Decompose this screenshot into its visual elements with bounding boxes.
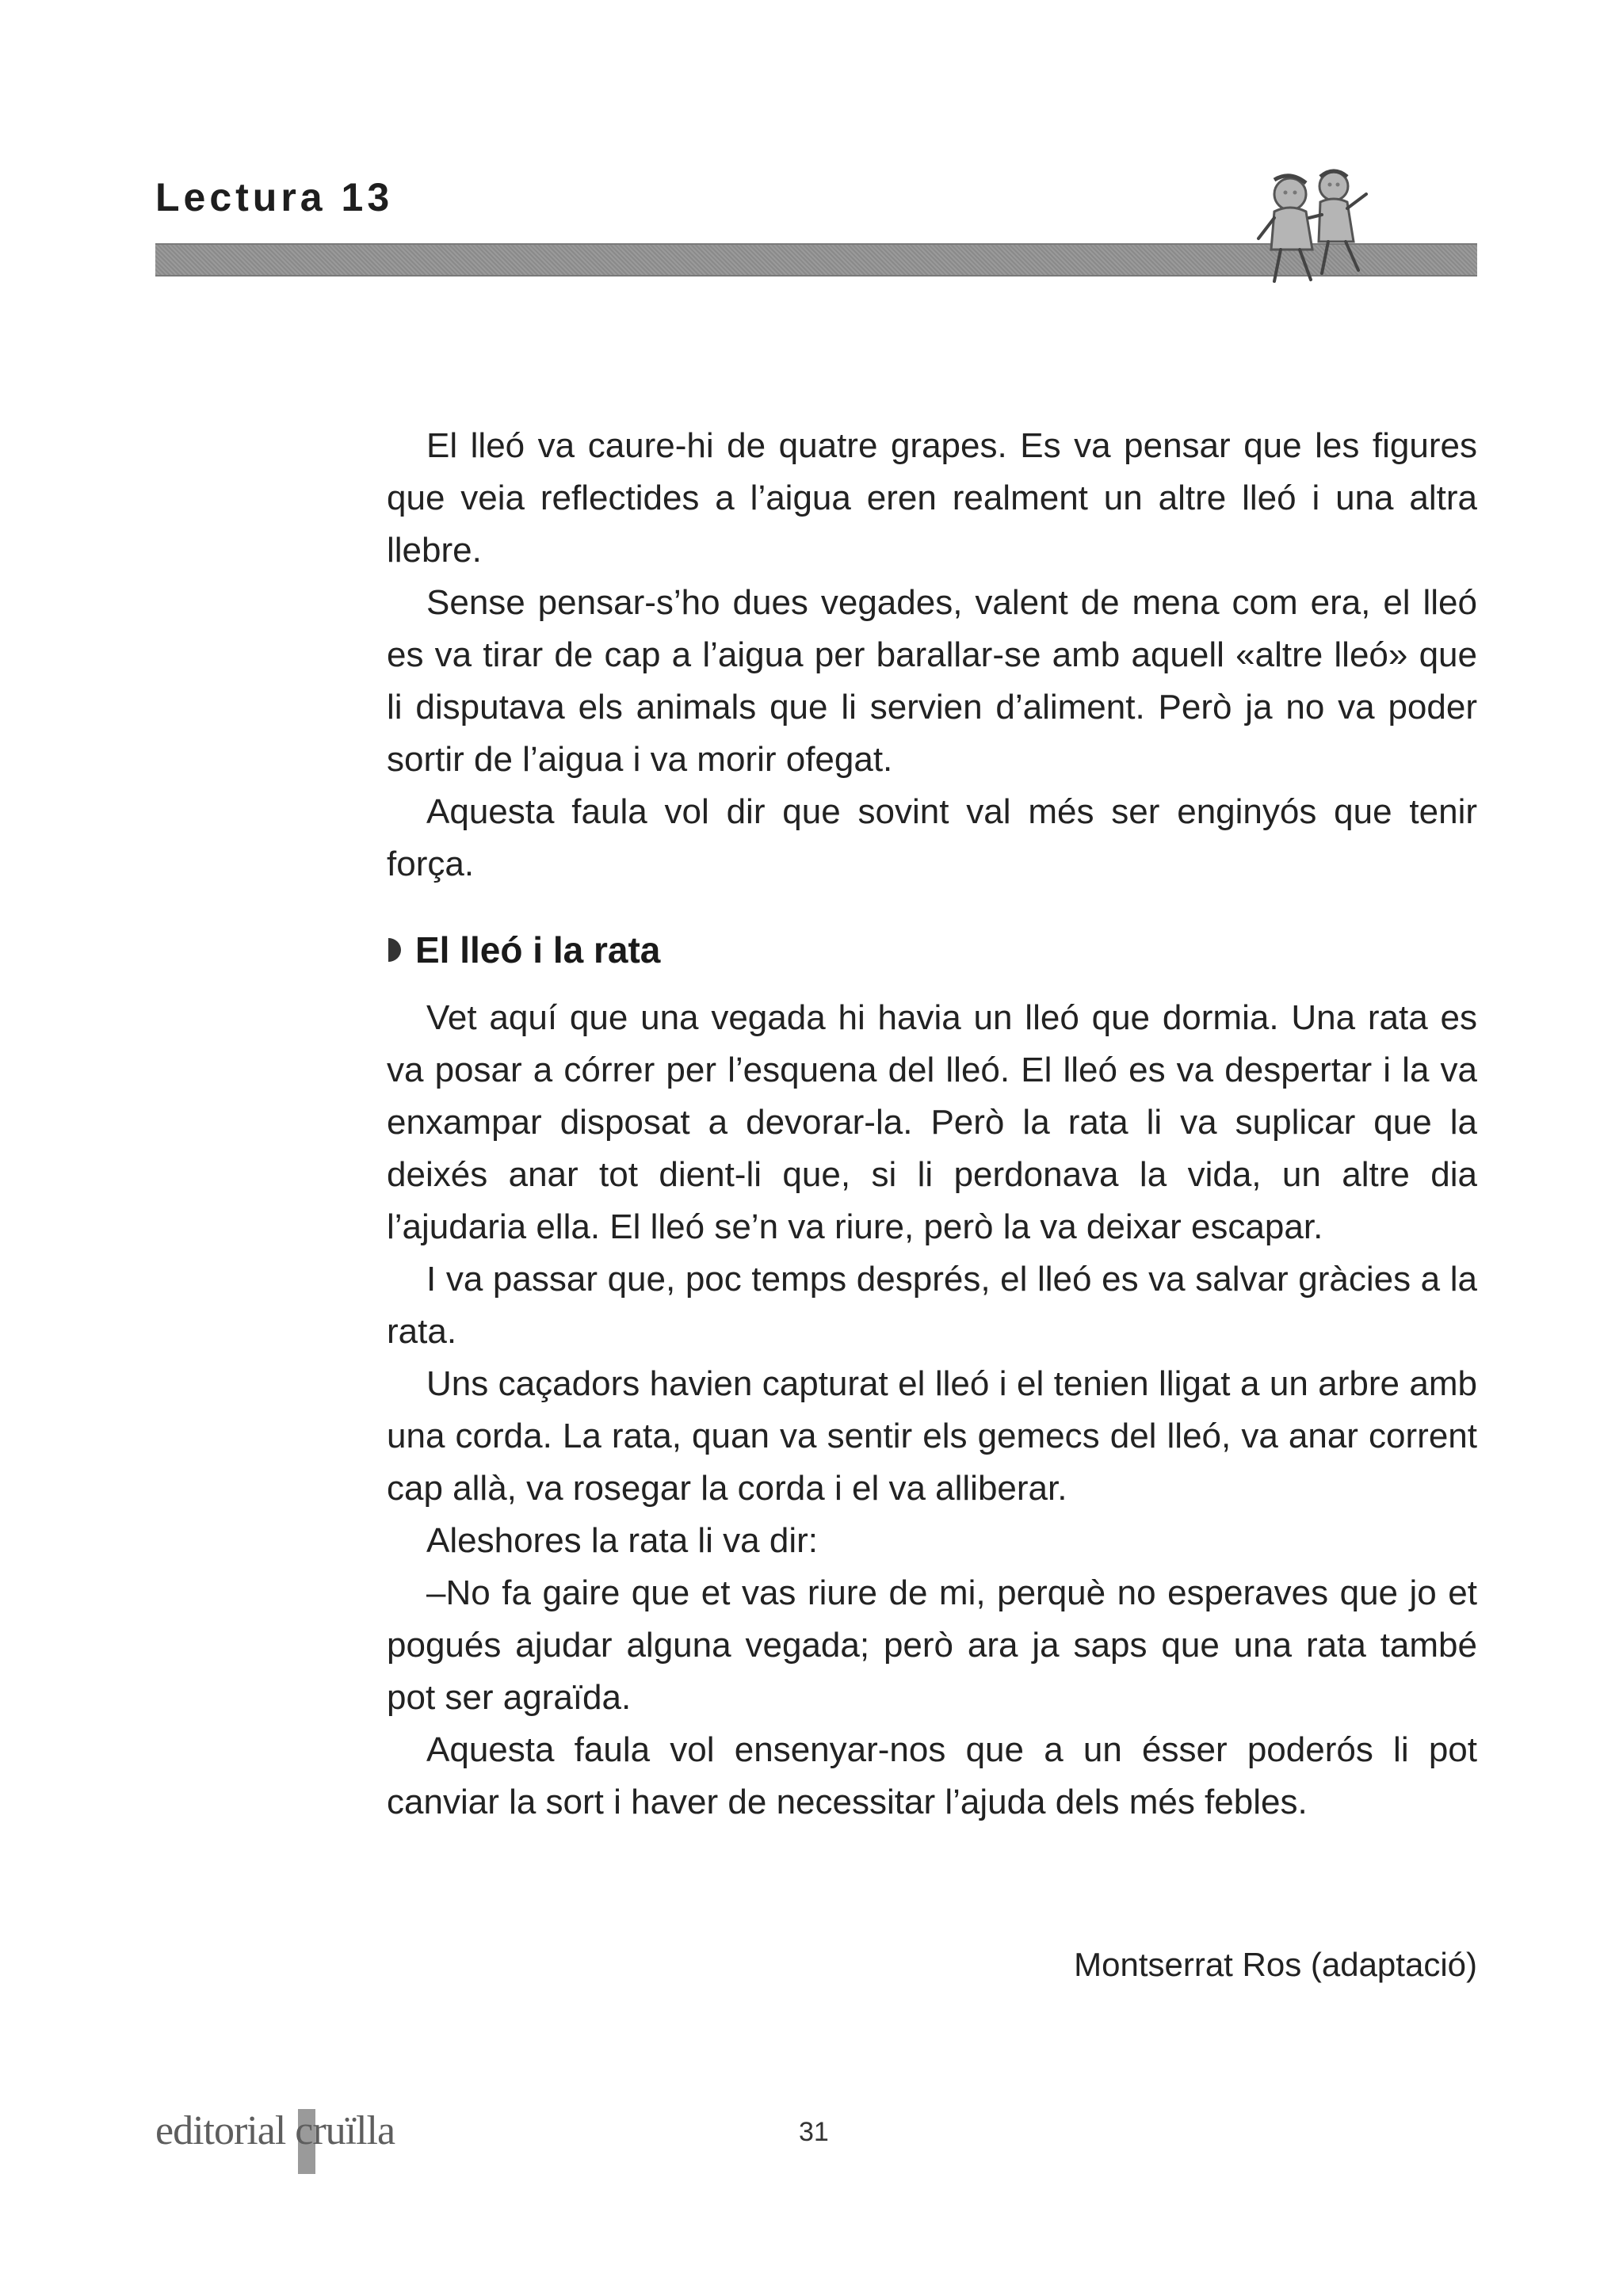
paragraph: –No fa gaire que et vas riure de mi, perquè no esperaves que jo et pogués ajudar alguna vegada; però ara ja saps que una rata també pot ser agraïda. — [387, 1573, 1477, 1717]
paragraph: I va passar que, poc temps després, el lleó es va salvar gràcies a la rata. — [387, 1260, 1477, 1351]
page-title: Lectura 13 — [155, 175, 394, 219]
paragraph: Uns caçadors havien capturat el lleó i el tenien lligat a un arbre amb una corda. La rata, quan va sentir els gemecs del lleó, va anar corrent cap allà, va rosegar la corda i el va alliberar. — [387, 1364, 1477, 1508]
paragraph: Aquesta faula vol dir que sovint val més ser enginyós que tenir força. — [387, 792, 1477, 883]
publisher-logo-text-1: editorial — [155, 2108, 296, 2153]
section-heading-text: El lleó i la rata — [415, 929, 661, 971]
paragraph: El lleó va caure-hi de quatre grapes. Es va pensar que les figures que veia reflectides a l’aigua eren realment un altre lleó i una altra llebre. — [387, 426, 1477, 570]
publisher-logo-text-2: cruïlla — [295, 2108, 395, 2153]
paragraph: Aleshores la rata li va dir: — [426, 1521, 818, 1560]
paragraph: Vet aquí que una vegada hi havia un lleó que dormia. Una rata es va posar a córrer per l’esquena del lleó. El lleó es va despertar i la va enxampar disposat a devorar-la. Però la rata li va suplicar que la deixés anar tot dient-li que, si li perdonava la vida, un altre dia l’ajudaria ella. El lleó se’n va riure, però la va deixar escapar. — [387, 998, 1477, 1246]
half-circle-bullet-icon — [387, 936, 403, 963]
article-body — [387, 420, 1477, 1829]
author-credit: Montserrat Ros (adaptació) — [1074, 1946, 1477, 1983]
publisher-logo — [155, 2107, 395, 2154]
children-illustration — [1243, 162, 1377, 289]
paragraph: Sense pensar-s’ho dues vegades, valent de mena com era, el lleó es va tirar de cap a l’aigua per barallar-se amb aquell «altre lleó» que li disputava els animals que li servien d’aliment. Però ja no va poder sortir de l’aigua i va morir ofegat. — [387, 583, 1477, 779]
paragraph: Aquesta faula vol ensenyar-nos que a un ésser poderós li pot canviar la sort i haver de necessitar l’ajuda dels més febles. — [387, 1730, 1477, 1821]
page-number: 31 — [799, 2117, 829, 2147]
section-heading — [387, 924, 1477, 976]
